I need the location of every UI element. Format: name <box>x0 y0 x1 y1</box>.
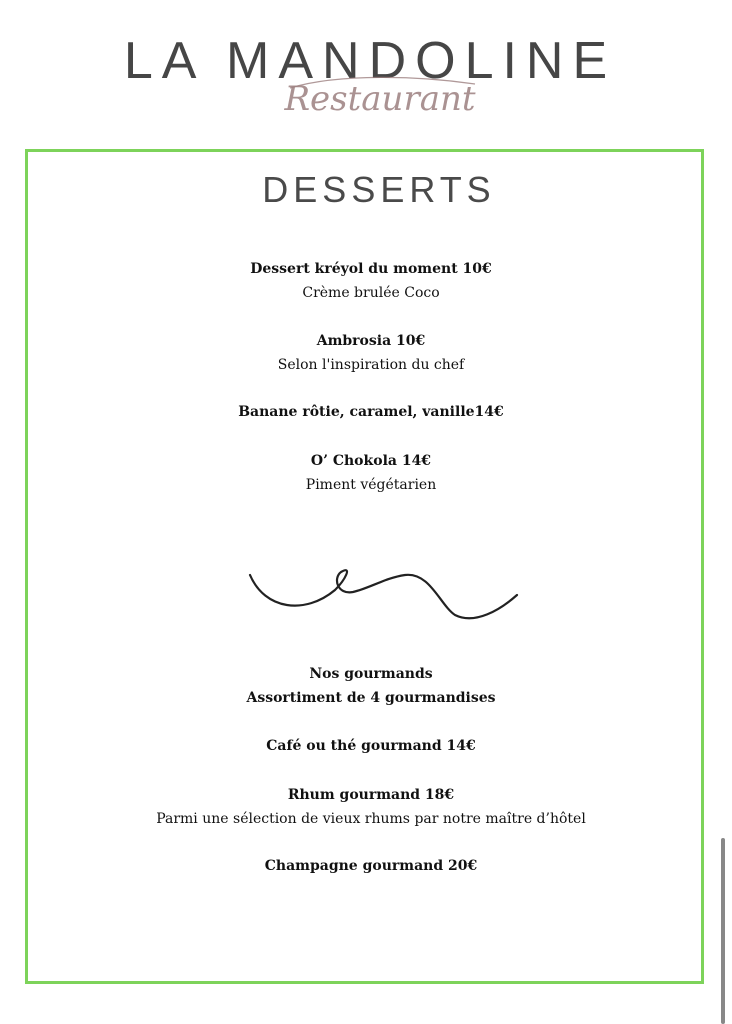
dessert-item-description: Piment végétarien <box>305 477 437 493</box>
dessert-item-description: Selon l'inspiration du chef <box>277 357 465 373</box>
gourmand-item <box>26 783 716 831</box>
gourmand-item <box>26 854 716 878</box>
gourmand-item-name: Rhum gourmand 18€ <box>287 787 455 803</box>
dessert-item-name: Banane rôtie, caramel, vanille14€ <box>238 404 504 420</box>
dessert-item-name: O’ Chokola 14€ <box>310 453 432 469</box>
brand-name: LA MANDOLINE <box>123 32 617 90</box>
gourmand-item <box>26 734 716 758</box>
dessert-item <box>26 449 716 497</box>
decorative-divider <box>245 560 525 630</box>
gourmand-item-description: Parmi une sélection de vieux rhums par notre maître d’hôtel <box>156 811 586 827</box>
dessert-item <box>26 400 716 424</box>
brand-script-text: Restaurant <box>284 79 476 119</box>
dessert-item-description: Crème brulée Coco <box>302 285 440 301</box>
gourmand-item-name: Café ou thé gourmand 14€ <box>266 738 476 754</box>
section-title: DESSERTS <box>262 169 496 210</box>
brand-script-logo <box>280 68 480 128</box>
scrollbar[interactable] <box>721 838 725 1024</box>
dessert-item <box>26 257 716 305</box>
dessert-item <box>26 329 716 377</box>
gourmands-header <box>26 662 716 710</box>
gourmands-subheading: Assortiment de 4 gourmandises <box>246 690 496 706</box>
restaurant-logo <box>0 30 732 130</box>
gourmands-heading: Nos gourmands <box>309 666 433 682</box>
dessert-item-name: Dessert kréyol du moment 10€ <box>250 261 492 277</box>
dessert-item-name: Ambrosia 10€ <box>316 333 426 349</box>
gourmand-item-name: Champagne gourmand 20€ <box>264 858 478 874</box>
